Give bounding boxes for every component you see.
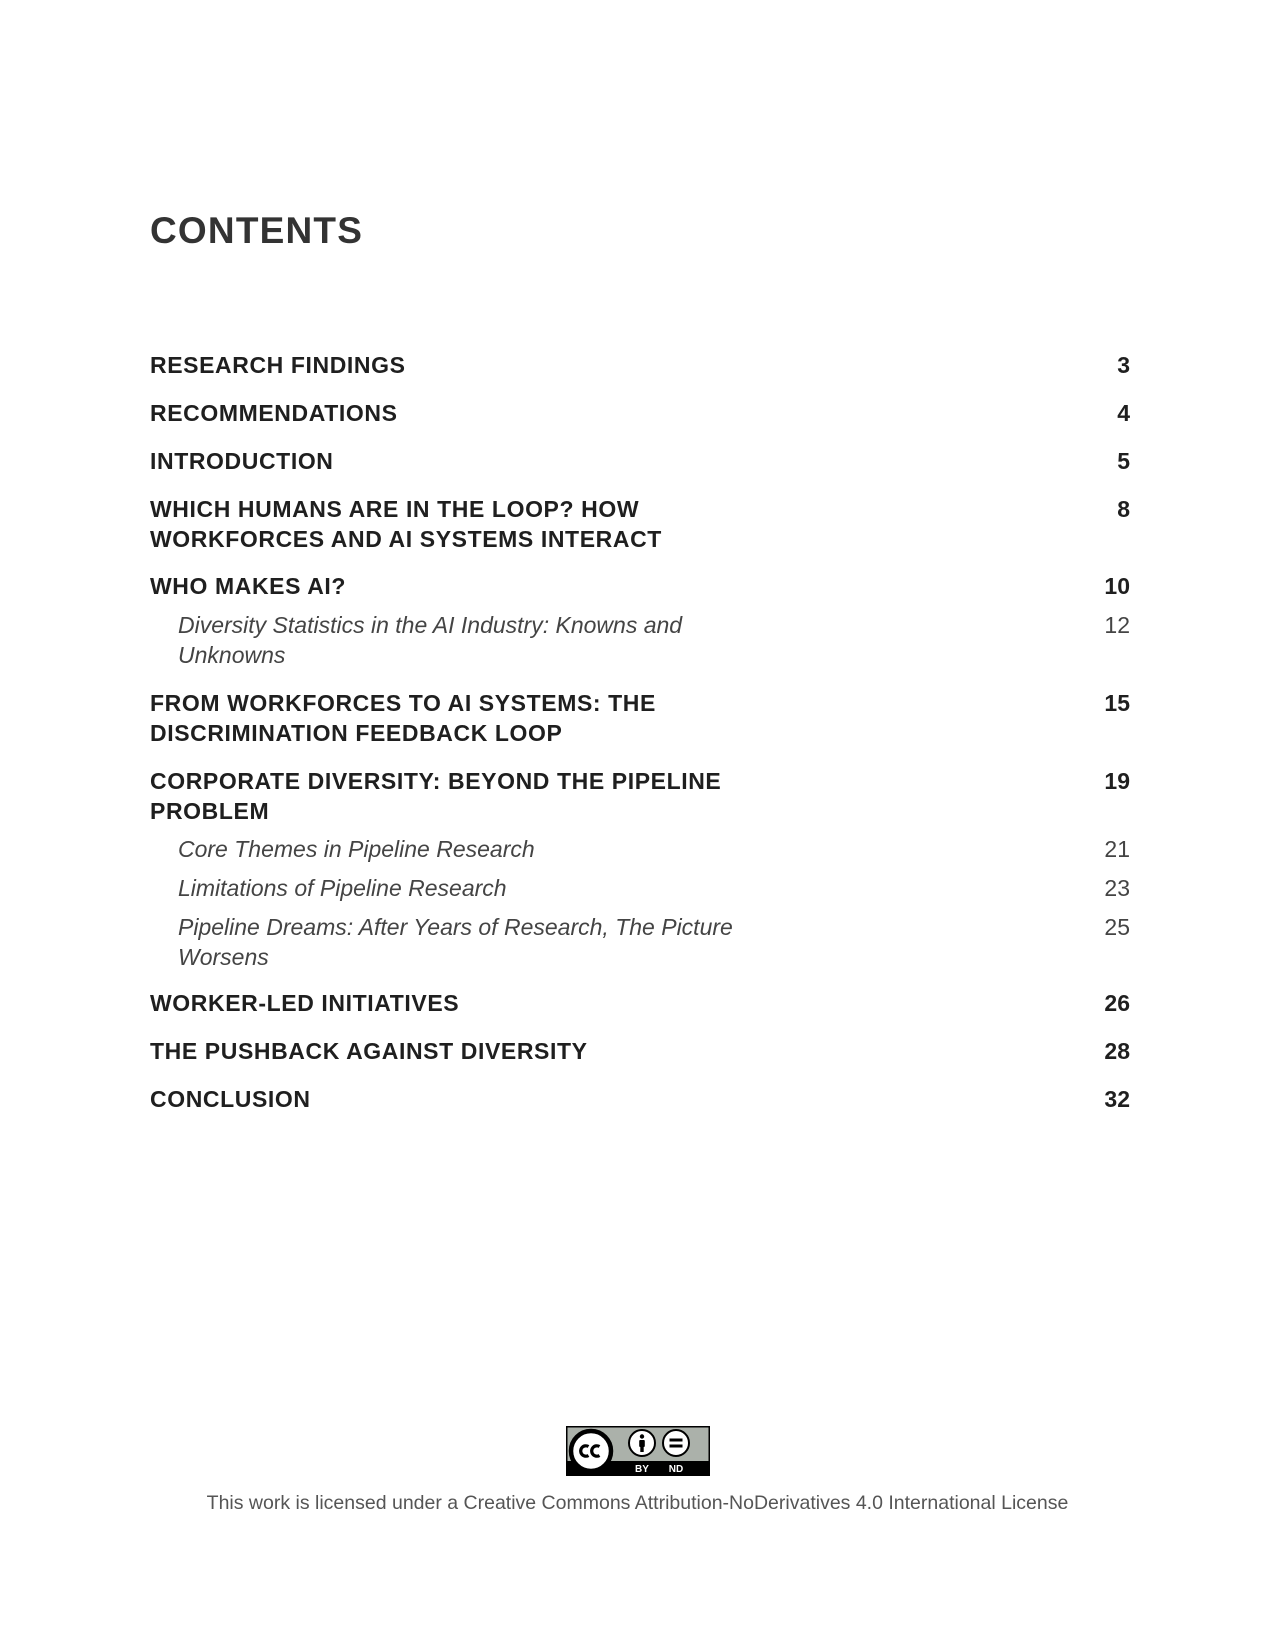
toc-subentry-page: 21 bbox=[1104, 836, 1130, 862]
toc-subentry-page: 25 bbox=[1104, 914, 1130, 940]
page-title: CONTENTS bbox=[150, 210, 364, 251]
toc-entry-page: 4 bbox=[1117, 400, 1130, 426]
toc-entry-page: 10 bbox=[1104, 573, 1130, 599]
toc-entry-label: THE PUSHBACK AGAINST DIVERSITY bbox=[150, 1038, 588, 1064]
toc-entry-label: CONCLUSION bbox=[150, 1086, 311, 1112]
toc-entry-page: 28 bbox=[1104, 1038, 1130, 1064]
toc-entry-label: WHO MAKES AI? bbox=[150, 573, 347, 599]
attribution-icon bbox=[629, 1430, 655, 1456]
toc-entry-label: FROM WORKFORCES TO AI SYSTEMS: THE DISCRIMINATION FEEDBACK LOOP bbox=[150, 690, 656, 746]
toc-entry-label: RESEARCH FINDINGS bbox=[150, 352, 406, 378]
toc-entry-label: INTRODUCTION bbox=[150, 448, 334, 474]
toc-entry-label: RECOMMENDATIONS bbox=[150, 400, 398, 426]
toc-entry-page: 19 bbox=[1104, 768, 1130, 794]
toc-subentry-page: 12 bbox=[1104, 612, 1130, 638]
cc-license-badge[interactable] bbox=[566, 1426, 710, 1476]
toc-entry-page: 15 bbox=[1104, 690, 1130, 716]
toc-entry-page: 26 bbox=[1104, 990, 1130, 1016]
toc-subentry-label: Core Themes in Pipeline Research bbox=[178, 836, 535, 862]
badge-label-by: BY bbox=[635, 1464, 649, 1475]
cc-icon bbox=[571, 1431, 611, 1471]
toc-entry-page: 5 bbox=[1117, 448, 1130, 474]
toc-entry-label: WORKER-LED INITIATIVES bbox=[150, 990, 460, 1016]
toc-subentry-page: 23 bbox=[1104, 875, 1130, 901]
toc-subentry-label: Diversity Statistics in the AI Industry: Knowns and Unknowns bbox=[178, 612, 683, 668]
toc-entry-page: 3 bbox=[1117, 352, 1130, 378]
toc-entry-page: 8 bbox=[1117, 496, 1130, 522]
no-derivatives-icon bbox=[663, 1430, 689, 1456]
toc-entry-label: WHICH HUMANS ARE IN THE LOOP? HOW WORKFORCES AND AI SYSTEMS INTERACT bbox=[150, 496, 662, 552]
toc-subentry-label: Pipeline Dreams: After Years of Research, The Picture Worsens bbox=[178, 914, 733, 970]
badge-label-nd: ND bbox=[668, 1464, 684, 1475]
toc-subentry-label: Limitations of Pipeline Research bbox=[178, 875, 507, 901]
toc-entry-label: CORPORATE DIVERSITY: BEYOND THE PIPELINE PROBLEM bbox=[150, 768, 722, 824]
toc-entry-page: 32 bbox=[1104, 1086, 1130, 1112]
license-text: This work is licensed under a Creative Commons Attribution-NoDerivatives 4.0 International License bbox=[206, 1492, 1069, 1514]
